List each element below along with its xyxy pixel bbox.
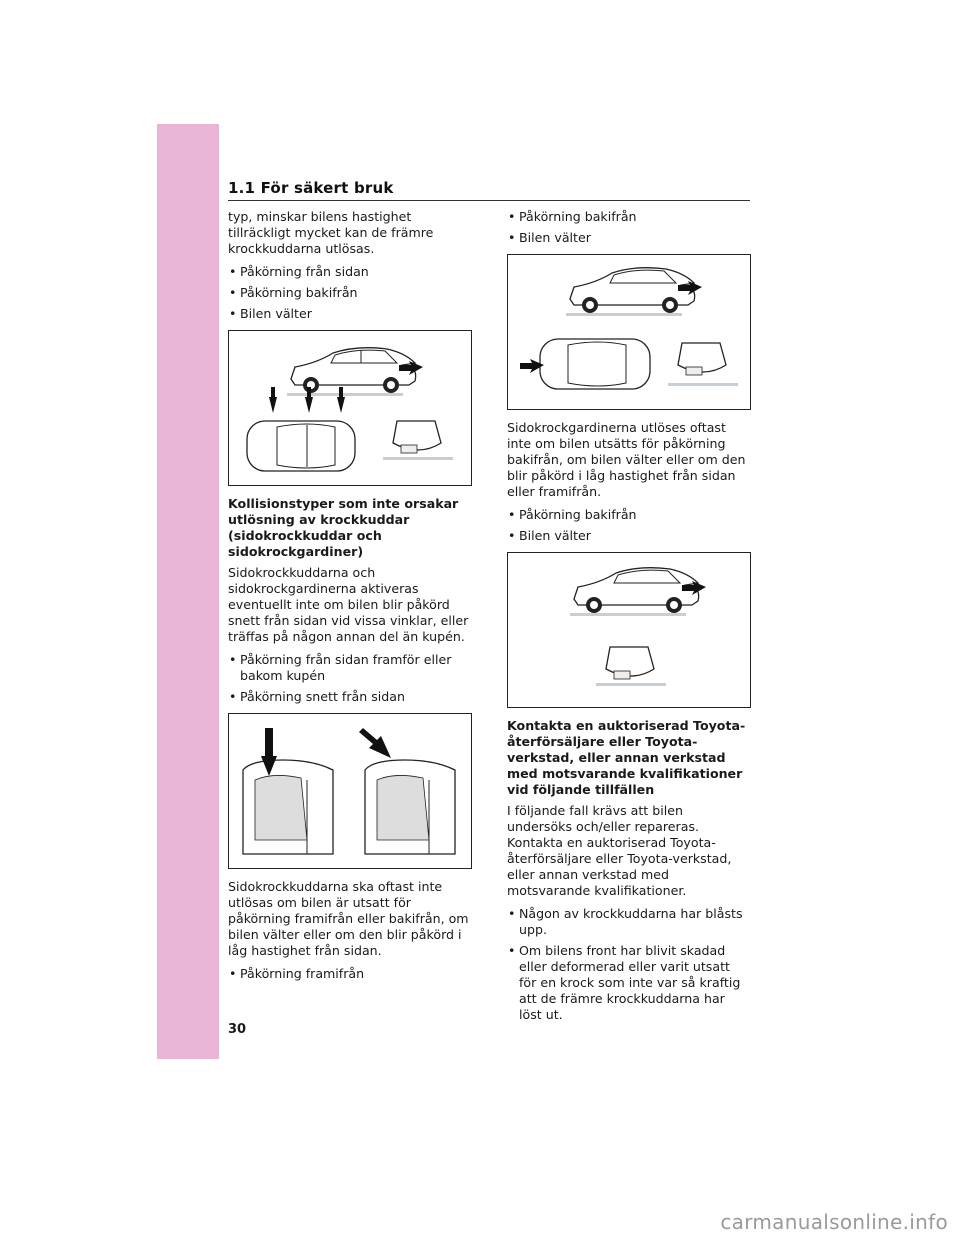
- paragraph: Sidokrockgardinerna utlöses oftast inte om bilen utsätts för påkörning bakifrån, om bilen välter eller om den blir påkörd i låg hastighet från sidan eller framifrån.: [507, 420, 746, 499]
- impact-arrow-icon: [359, 728, 391, 758]
- section-heading: Kollisionstyper som inte orsakar utlösning av krockkuddar (sidokrockkuddar och sidokrockgardiner): [228, 496, 459, 559]
- section-heading: Kontakta en auktoriserad Toyota-återförsäljare eller Toyota-verkstad, eller annan verkstad med motsvarande kvalifikationer vid följande tillfällen: [507, 718, 746, 797]
- car-top-view: [540, 339, 650, 389]
- list-item: • Påkörning bakifrån: [507, 507, 751, 523]
- list-item: • Påkörning från sidan framför eller bakom kupén: [228, 652, 472, 684]
- figure-rear-rollover: [507, 254, 751, 410]
- bullet-list-c: [228, 966, 472, 982]
- car-side-view: [570, 568, 699, 616]
- left-column: [228, 209, 472, 990]
- car-side-view: [287, 348, 416, 396]
- bullet-list-b: [228, 652, 472, 705]
- figure-oblique-impact: [228, 713, 472, 869]
- intro-paragraph: typ, minskar bilens hastighet tillräckligt mycket kan de främre krockkuddarna utlösas.: [228, 209, 434, 256]
- car-rear-view: [383, 421, 453, 460]
- list-item: • Någon av krockkuddarna har blåsts upp.: [507, 906, 751, 938]
- section-header: 1.1 För säkert bruk: [228, 179, 750, 201]
- car-front-section-right: [365, 760, 455, 854]
- bullet-list-a: [228, 264, 472, 322]
- paragraph: I följande fall krävs att bilen undersöks och/eller repareras. Kontakta en auktoriserad Toyota-återförsäljare eller Toyota-verkstad, eller annan verkstad med motsvarande kvalifikationer.: [507, 803, 732, 898]
- paragraph: Sidokrockkuddarna och sidokrockgardinerna aktiveras eventuellt inte om bilen blir påkörd snett från sidan vid vissa vinklar, eller träffas på någon annan del än kupén.: [228, 565, 469, 644]
- list-item: • Bilen välter: [228, 306, 472, 322]
- list-item: • Bilen välter: [507, 528, 751, 544]
- list-item: • Påkörning från sidan: [228, 264, 472, 280]
- list-item: • Påkörning bakifrån: [228, 285, 472, 301]
- bullet-list-b: [507, 507, 751, 544]
- car-side-view: [566, 268, 695, 316]
- watermark: carmanualsonline.info: [720, 1210, 948, 1234]
- car-front-section-left: [243, 760, 333, 854]
- bullet-list-a: [507, 209, 751, 246]
- car-rear-view: [596, 647, 666, 686]
- list-item: • Påkörning framifrån: [228, 966, 472, 982]
- car-rear-view: [668, 343, 738, 386]
- page-number: 30: [228, 1022, 247, 1037]
- list-item: • Påkörning bakifrån: [507, 209, 751, 225]
- figure-rear-rollover-2: [507, 552, 751, 708]
- list-item: • Påkörning snett från sidan: [228, 689, 472, 705]
- list-item: • Bilen välter: [507, 230, 751, 246]
- impact-arrow-icon: [269, 387, 277, 413]
- bullet-list-c: [507, 906, 751, 1023]
- impact-arrow-icon: [337, 387, 345, 413]
- list-item: • Om bilens front har blivit skadad eller deformerad eller varit utsatt för en krock som inte var så kraftig att de främre krockkuddarna har löst ut.: [507, 943, 751, 1023]
- paragraph: Sidokrockkuddarna ska oftast inte utlösas om bilen är utsatt för påkörning framifrån eller bakifrån, om bilen välter eller om den blir påkörd i låg hastighet från sidan.: [228, 879, 469, 958]
- car-top-view: [247, 421, 355, 471]
- chapter-side-tab: [157, 124, 219, 1059]
- figure-side-rear-rollover: [228, 330, 472, 486]
- right-column: [507, 209, 751, 1031]
